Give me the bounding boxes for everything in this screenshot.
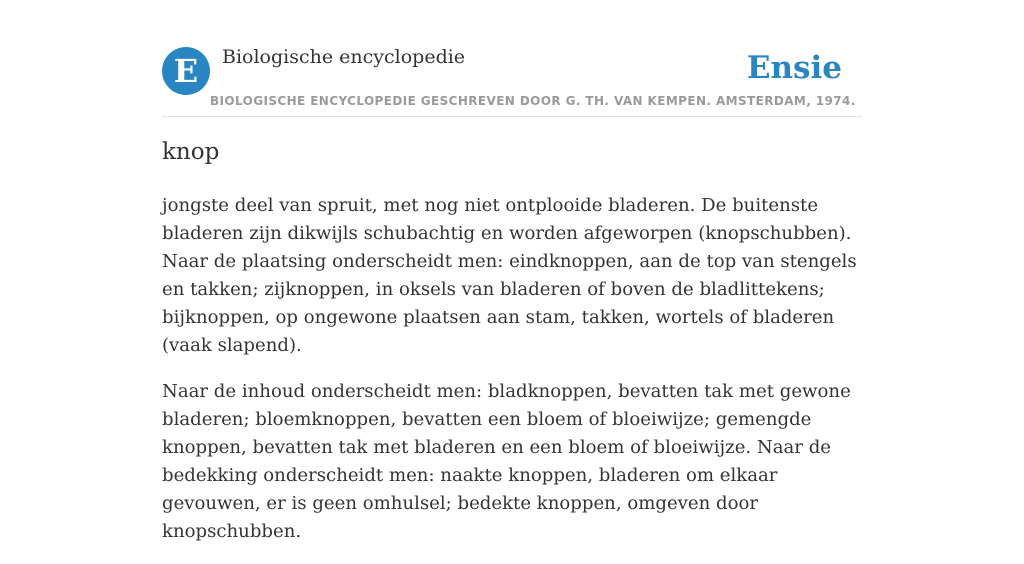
entry-headword: knop [162,139,220,165]
ensie-brand-logo[interactable]: Ensie [746,50,842,86]
entry-paragraph: Naar de inhoud onderscheidt men: bladknoppen, bevatten tak met gewone bladeren; bloemknoppen, bevatten een bloem of bloeiwijze; gemengde knoppen, bevatten tak met bladeren en een bloem of bloeiwijze. Naar de bedekking onderscheidt men: naakte knoppen, bladeren om elkaar gevouwen, er is geen omhulsel; bedekte knoppen, omgeven door knopschubben. [162,381,851,542]
encyclopedia-title-link[interactable]: Biologische encyclopedie [222,46,466,68]
header [162,44,862,117]
entry-paragraph: jongste deel van spruit, met nog niet ontplooide bladeren. De buitenste bladeren zijn dikwijls schubachtig en worden afgeworpen (knopschubben). Naar de plaatsing onderscheidt men: eindknoppen, aan de top van stengels en takken; zijknoppen, in oksels van bladeren of boven de bladlittekens; bijknoppen, op ongewone plaatsen aan stam, takken, wortels of bladeren (vaak slapend). [162,195,857,356]
entry-body [162,192,862,564]
encyclopedia-subtitle: BIOLOGISCHE ENCYCLOPEDIE GESCHREVEN DOOR G. TH. VAN KEMPEN. AMSTERDAM, 1974. [210,94,856,108]
encyclopedia-logo-icon[interactable]: E [162,47,210,95]
